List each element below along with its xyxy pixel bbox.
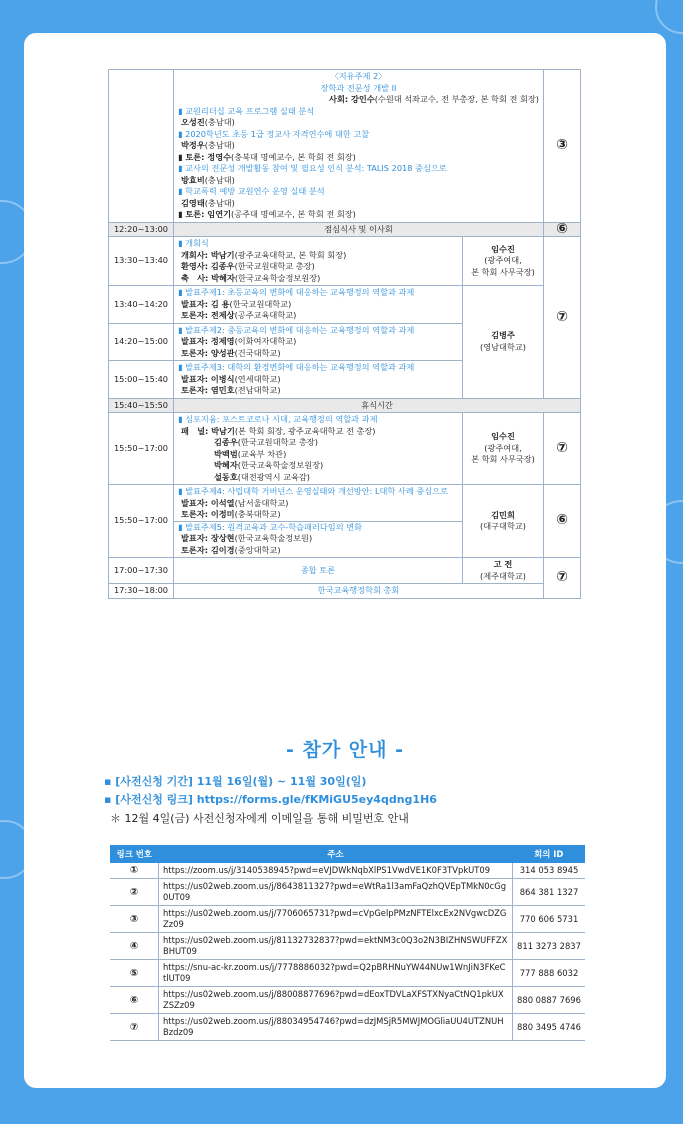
table-row	[110, 1014, 585, 1041]
column-header: 링크 번호	[110, 845, 159, 863]
background-decoration	[655, 0, 683, 34]
time-slot: 15:50~17:00	[109, 485, 174, 558]
discussant: 토론자: 양성관	[181, 347, 235, 358]
presenter-affiliation: (이화여자대학교)	[234, 336, 297, 346]
registration-link[interactable]: ▪ [사전신청 링크] https://forms.gle/fKMiGU5ey4qdng1H6	[104, 793, 437, 806]
room-number: ⑦	[544, 413, 581, 485]
panelist-affiliation: (한국교원대학교 총장)	[237, 437, 318, 447]
presenter: 발표자: 김 용	[181, 298, 230, 309]
link-number: ①	[110, 863, 159, 879]
panel-label: 패 널: 박남기	[181, 425, 235, 436]
presenter-affiliation: (충남대)	[204, 197, 235, 208]
meeting-url[interactable]: https://zoom.us/j/3140538945?pwd=eVJDWkNqbXlPS1VwdVE1K0F3TVpkUT09	[159, 863, 513, 879]
discussant-affiliation: (건국대학교)	[234, 347, 281, 358]
discussant-affiliation: (충북대 명예교수, 본 학회 전 회장)	[231, 151, 356, 162]
session-title: ▮ 발표주제1: 초등교육의 변화에 대응하는 교육행정의 역할과 과제	[178, 287, 415, 297]
presenter: 발표자: 장상현	[181, 533, 235, 543]
panel-affiliation: (본 학회 회장, 광주교육대학교 전 총장)	[234, 425, 376, 436]
room-number: ③	[544, 70, 581, 223]
time-slot: 17:00~17:30	[109, 558, 174, 584]
session-label: 휴식시간	[174, 398, 581, 413]
discussant: ▮ 토론: 정영수	[178, 151, 232, 162]
table-row	[109, 222, 581, 237]
section-heading: - 참가 안내 -	[285, 739, 405, 761]
time-slot: 13:40~14:20	[109, 286, 174, 324]
presenter: 발표자: 정제영	[181, 336, 235, 346]
room-number: ⑥	[544, 485, 581, 558]
speaker-affiliation: (광주교육대학교, 본 학회 회장)	[234, 249, 347, 260]
session-label: 한국교육행정학회 총회	[174, 584, 544, 599]
table-row	[109, 70, 581, 223]
chair-affiliation: (대구대학교)	[480, 521, 526, 531]
presenter-affiliation: (한국교원대학교)	[229, 298, 292, 309]
table-row	[109, 558, 581, 584]
time-slot: 12:20~13:00	[109, 222, 174, 237]
time-slot: 17:30~18:00	[109, 584, 174, 599]
chair-affiliation: (광주여대,	[484, 442, 522, 453]
time-slot: 15:50~17:00	[109, 413, 174, 485]
link-number: ⑦	[110, 1014, 159, 1041]
discussant-affiliation: (공주대 명예교수, 본 학회 전 회장)	[231, 209, 356, 219]
session-title: ▮ 개회식	[178, 238, 209, 248]
time-slot: 15:40~15:50	[109, 398, 174, 413]
chair-name: 고 전	[493, 559, 513, 569]
chair-name: 김민희	[491, 509, 515, 520]
registration-period: ▪ [사전신청 기간] 11월 16일(월) ~ 11월 30일(일)	[104, 775, 367, 788]
link-number: ⑥	[110, 987, 159, 1014]
item-title: ▮ 2020학년도 초등 1급 정교사 자격연수에 대한 고찰	[178, 128, 370, 139]
zoom-links-table	[110, 845, 585, 1041]
chair-name: 임수진	[491, 243, 515, 254]
panelist-affiliation: (대전광역시 교육감)	[237, 471, 310, 482]
meeting-url[interactable]: https://us02web.zoom.us/j/81132732837?pwd=ektNM3c0Q3o2N3BIZHNSWUFFZXBHUT09	[159, 933, 513, 960]
meeting-url[interactable]: https://us02web.zoom.us/j/8643811327?pwd=eWtRa1l3amFaQzhQVEpTMkN0cGg0UT09	[159, 879, 513, 906]
presenter-affiliation: (한국교육학술정보원)	[234, 533, 313, 543]
presenter-affiliation: (충남대)	[204, 117, 235, 127]
session-title: ▮ 발표주제3: 대학의 환경변화에 대응하는 교육행정의 역할과 과제	[178, 362, 415, 372]
panelist-name: 설동호	[214, 471, 238, 482]
chair-name: 임수진	[491, 431, 515, 442]
meeting-id: 880 3495 4746	[513, 1014, 586, 1041]
column-header: 회의 ID	[513, 845, 586, 863]
item-title: ▮ 교사의 전문성 개발활동 참여 및 필요성 인식 분석: TALIS 2018 중심으로	[178, 163, 447, 173]
room-number: ⑦	[544, 558, 581, 599]
session-title: ▮ 발표주제4: 사립대학 거버넌스 운영실태와 개선방안: L대학 사례 중심으로	[178, 486, 448, 496]
table-header	[110, 845, 585, 863]
speaker-role: 축 사: 박혜자	[181, 272, 235, 283]
panelist-name: 김종우	[214, 437, 238, 447]
meeting-id: 770 606 5731	[513, 906, 586, 933]
meeting-id: 864 381 1327	[513, 879, 586, 906]
room-number: ⑦	[544, 237, 581, 399]
time-slot: 15:00~15:40	[109, 361, 174, 399]
discussant: 토론자: 이정미	[181, 509, 235, 519]
link-number: ②	[110, 879, 159, 906]
meeting-id: 811 3273 2837	[513, 933, 586, 960]
meeting-id: 314 053 8945	[513, 863, 586, 879]
password-note: ＊ 12월 4일(금) 사전신청자에게 이메일을 통해 비밀번호 안내	[110, 812, 409, 825]
presenter-affiliation: (연세대학교)	[234, 373, 281, 384]
table-row	[109, 286, 581, 324]
presenter-affiliation: (충남대)	[204, 140, 235, 150]
discussant: ▮ 토론: 임연기	[178, 209, 232, 219]
topic-title: 장학과 전문성 개발 II	[320, 82, 397, 93]
table-row	[109, 584, 581, 599]
presenter-name: 박정우	[181, 140, 205, 150]
presenter-name: 김영태	[181, 197, 205, 208]
link-number: ④	[110, 933, 159, 960]
meeting-url[interactable]: https://us02web.zoom.us/j/88008877696?pwd=dEoxTDVLaXFSTXNyaCtNQ1pkUXZSZz09	[159, 987, 513, 1014]
presenter-name: 방효비	[181, 174, 205, 185]
chair-affiliation: (제주대학교)	[480, 570, 526, 581]
link-number: ⑤	[110, 960, 159, 987]
meeting-url[interactable]: https://us02web.zoom.us/j/7706065731?pwd=cVpGelpPMzNFTElxcEx2NVgwcDZGZz09	[159, 906, 513, 933]
session-label: 점심식사 및 이사회	[174, 222, 544, 237]
panelist-name: 박혜자	[214, 460, 238, 470]
topic-label: 〈지유주제 2〉	[330, 71, 387, 81]
discussant: 토론자: 전제상	[181, 310, 235, 320]
speaker-role: 개회사: 박남기	[181, 249, 235, 260]
meeting-url[interactable]: https://us02web.zoom.us/j/88034954746?pwd=dzJMSjR5MWJMOGliaUU4UTZNUHBzdz09	[159, 1014, 513, 1041]
table-row	[110, 933, 585, 960]
speaker-role: 환영사: 김종우	[181, 261, 235, 271]
column-header: 주소	[159, 845, 513, 863]
panelist-name: 박백범	[214, 448, 238, 459]
room-number: ⑥	[544, 222, 581, 237]
session-label: 종합 토론	[174, 558, 463, 584]
speaker-affiliation: (한국교육학술정보원장)	[234, 272, 321, 283]
discussant: 토론자: 염민호	[181, 385, 235, 395]
item-title: ▮ 학교폭력 예방 교원연수 운영 실태 분석	[178, 186, 325, 196]
discussant-affiliation: (전남대학교)	[234, 385, 281, 395]
moderator: 사회: 강인수	[329, 94, 375, 104]
presenter-name: 오성진	[181, 117, 205, 127]
chair-affiliation: 본 학회 사무국장)	[471, 266, 535, 277]
discussant-affiliation: (중앙대학교)	[234, 544, 281, 555]
panelist-affiliation: (교육부 차관)	[237, 448, 287, 459]
table-row	[109, 398, 581, 413]
table-row	[109, 237, 581, 286]
chair-affiliation: 본 학회 사무국장)	[471, 454, 535, 465]
chair-affiliation: (영남대학교)	[480, 341, 526, 352]
session-title: ▮ 발표주제5: 원격교육과 교수-학습패러다임의 변화	[178, 521, 363, 532]
meeting-id: 880 0887 7696	[513, 987, 586, 1014]
discussant-affiliation: (공주교육대학교)	[234, 310, 297, 320]
presenter-affiliation: (남서울대학교)	[234, 497, 289, 508]
discussant: 토론자: 김이경	[181, 544, 235, 555]
presenter-affiliation: (충남대)	[204, 174, 235, 185]
chair-name: 김병주	[491, 330, 515, 341]
session-title: ▮ 발표주제2: 중등교육의 변화에 대응하는 교육행정의 역할과 과제	[178, 324, 415, 335]
item-title: ▮ 교원리더십 교육 프로그램 실태 분석	[178, 105, 315, 116]
time-slot: 14:20~15:00	[109, 323, 174, 361]
time-slot: 13:30~13:40	[109, 237, 174, 286]
table-row	[110, 987, 585, 1014]
presenter: 발표자: 이석열	[181, 497, 235, 508]
schedule-table	[108, 69, 581, 599]
presenter: 발표자: 이병식	[181, 373, 235, 384]
speaker-affiliation: (한국교원대학교 총장)	[234, 261, 315, 271]
discussant-affiliation: (충북대학교)	[234, 509, 281, 519]
session-title: ▮ 심포지움: 포스트코로나 시대, 교육행정의 역할과 과제	[178, 414, 378, 424]
chair-affiliation: (광주여대,	[484, 255, 522, 266]
meeting-id: 777 888 6032	[513, 960, 586, 987]
table-row	[110, 906, 585, 933]
table-row	[110, 863, 585, 879]
link-number: ③	[110, 906, 159, 933]
meeting-url[interactable]: https://snu-ac-kr.zoom.us/j/7778886032?pwd=Q2pBRHNuYW44NUw1WnJiN3FKeCtlUT09	[159, 960, 513, 987]
table-row	[110, 879, 585, 906]
table-row	[110, 960, 585, 987]
panelist-affiliation: (한국교육학술정보원장)	[237, 460, 324, 470]
document-card	[24, 33, 666, 1088]
table-row	[109, 413, 581, 485]
moderator-affiliation: (수원대 석좌교수, 전 부총장, 본 학회 전 회장)	[374, 94, 539, 104]
table-row	[109, 485, 581, 558]
